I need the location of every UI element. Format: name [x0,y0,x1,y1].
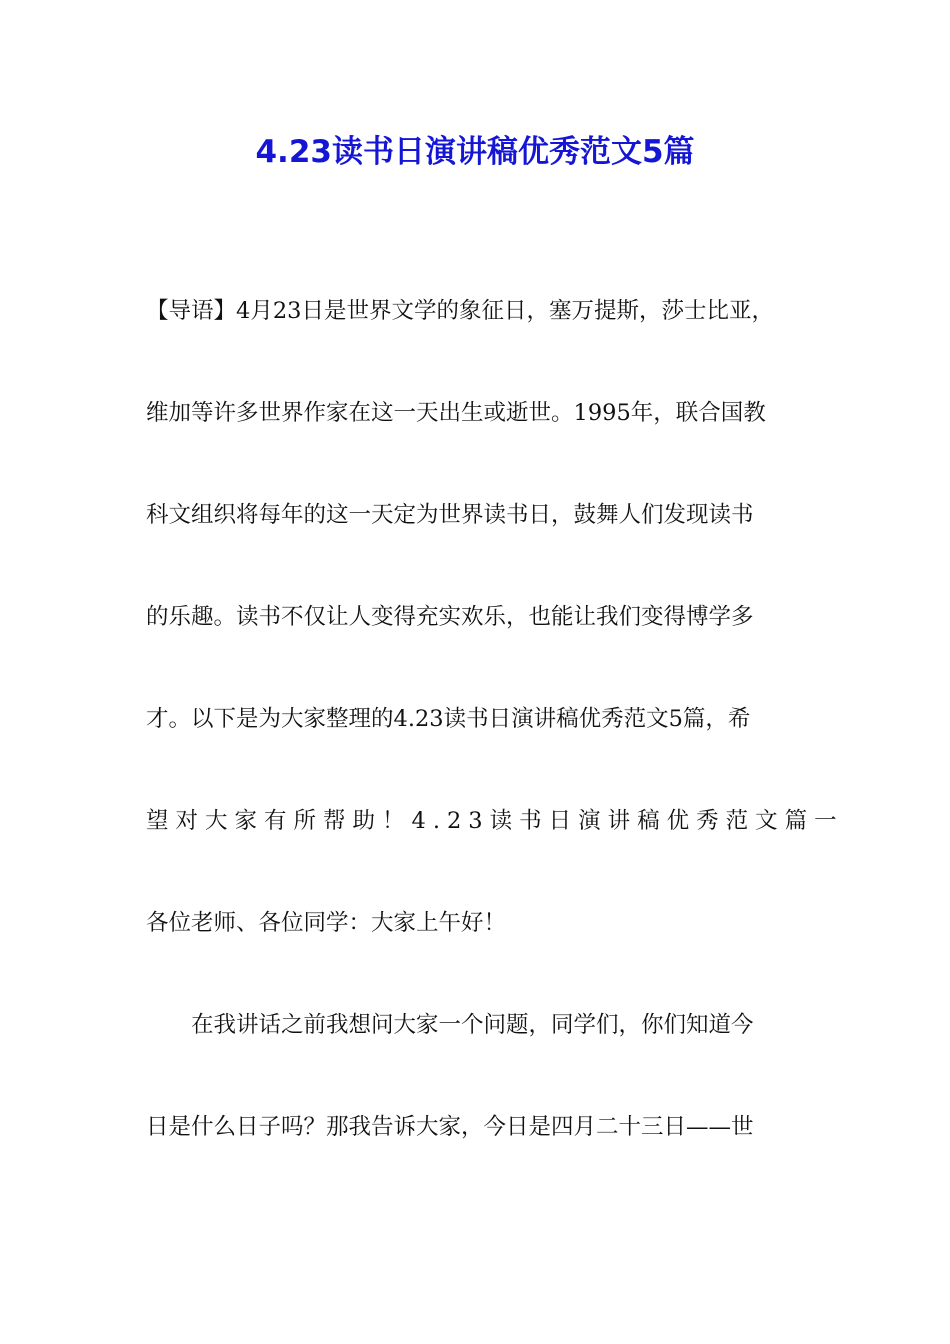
paragraph-line: 科文组织将每年的这一天定为世界读书日，鼓舞人们发现读书 [146,502,754,528]
salutation-line: 各位老师、各位同学：大家上午好！ [146,910,507,936]
paragraph-line: 在我讲话之前我想问大家一个问题，同学们，你们知道今 [146,1012,754,1038]
paragraph-line: 望对大家有所帮助！4.23读书日演讲稿优秀范文篇一 [146,808,844,834]
paragraph-line: 的乐趣。读书不仅让人变得充实欢乐，也能让我们变得博学多 [146,604,754,630]
paragraph-line: 维加等许多世界作家在这一天出生或逝世。1995年，联合国教 [146,400,766,426]
document-title: 4.23读书日演讲稿优秀范文5篇 [255,134,695,170]
paragraph-line: 日是什么日子吗？那我告诉大家，今日是四月二十三日——世 [146,1114,754,1140]
document-body [146,278,844,1196]
paragraph-line: 【导语】4月23日是世界文学的象征日，塞万提斯，莎士比亚， [146,298,774,324]
paragraph-line: 才。以下是为大家整理的4.23读书日演讲稿优秀范文5篇，希 [146,706,751,732]
